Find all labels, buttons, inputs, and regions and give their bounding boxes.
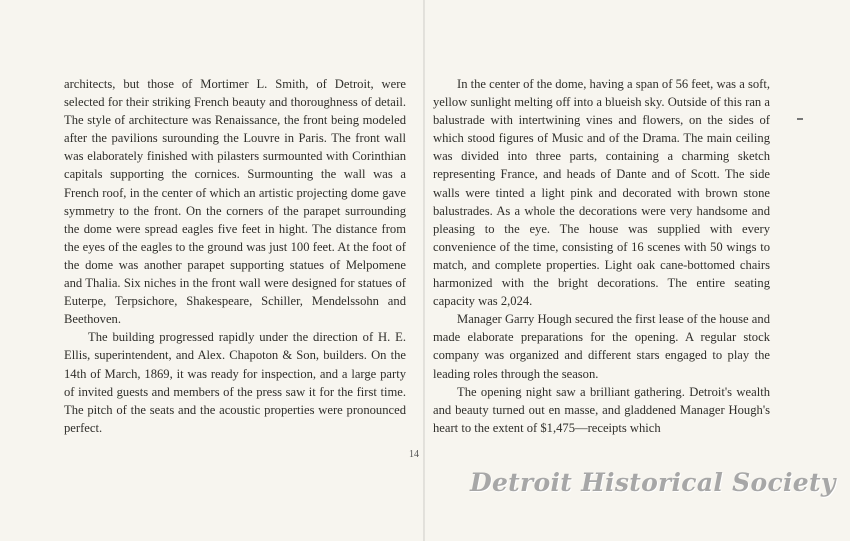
left-column xyxy=(64,75,406,437)
right-column xyxy=(433,75,770,437)
left-paragraph-1: architects, but those of Mortimer L. Smith, of Detroit, were selected for their striking French beauty and thoroughness of detail. The style of architecture was Renaissance, the front being modeled after the pavilions surounding the Louvre in Paris. The front wall was elaborately finished with pilasters surmounted with Corinthian capitals supporting the cornices. Surmounting the wall was a French roof, in the center of which an artistic projecting dome gave symmetry to the front. On the corners of the parapet surrounding the dome were spread eagles five feet in hight. The distance from the eyes of the eagles to the ground was just 100 feet. At the foot of the dome was another parapet supporting statues of Melpomene and Thalia. Six niches in the front wall were designed for statues of Euterpe, Terpsichore, Shakespeare, Schiller, Mendelssohn and Beethoven. xyxy=(64,77,406,327)
right-paragraph-3: The opening night saw a brilliant gathering. Detroit's wealth and beauty turned out en masse, and gladdened Manager Hough's heart to the extent of $1,475—receipts which xyxy=(433,384,770,435)
right-paragraph-2: Manager Garry Hough secured the first lease of the house and made elaborate preparations for the opening. A regular stock company was organized and different stars engaged to play the leading roles through the season. xyxy=(433,312,770,381)
page-number: 14 xyxy=(409,449,419,460)
page-fold xyxy=(423,0,425,541)
right-paragraph-1: In the center of the dome, having a span of 56 feet, was a soft, yellow sunlight melting off into a blueish sky. Outside of this ran a balustrade with intertwining vines and flowers, on the sides of which stood figures of Music and of the Drama. The main ceiling was divided into three parts, containing a charming sketch representing France, and heads of Dante and of Scott. The side walls were tinted a light pink and decorated with brown stone balustrades. As a whole the decorations were very handsome and pleasing to the eye. The house was supplied with every convenience of the time, consisting of 16 scenes with 50 wings to match, and complete properties. Light oak cane-bottomed chairs harmonized with the bright decorations. The entire seating capacity was 2,024. xyxy=(433,77,770,309)
left-paragraph-2: The building progressed rapidly under the direction of H. E. Ellis, superintendent, and Alex. Chapoton & Son, builders. On the 14th of March, 1869, it was ready for inspection, and a large party of invited guests and members of the press saw it for the first time. The pitch of the seats and the acoustic properties were pronounced perfect. xyxy=(64,330,406,435)
edge-mark xyxy=(797,118,803,120)
watermark: Detroit Historical Society xyxy=(470,468,836,497)
